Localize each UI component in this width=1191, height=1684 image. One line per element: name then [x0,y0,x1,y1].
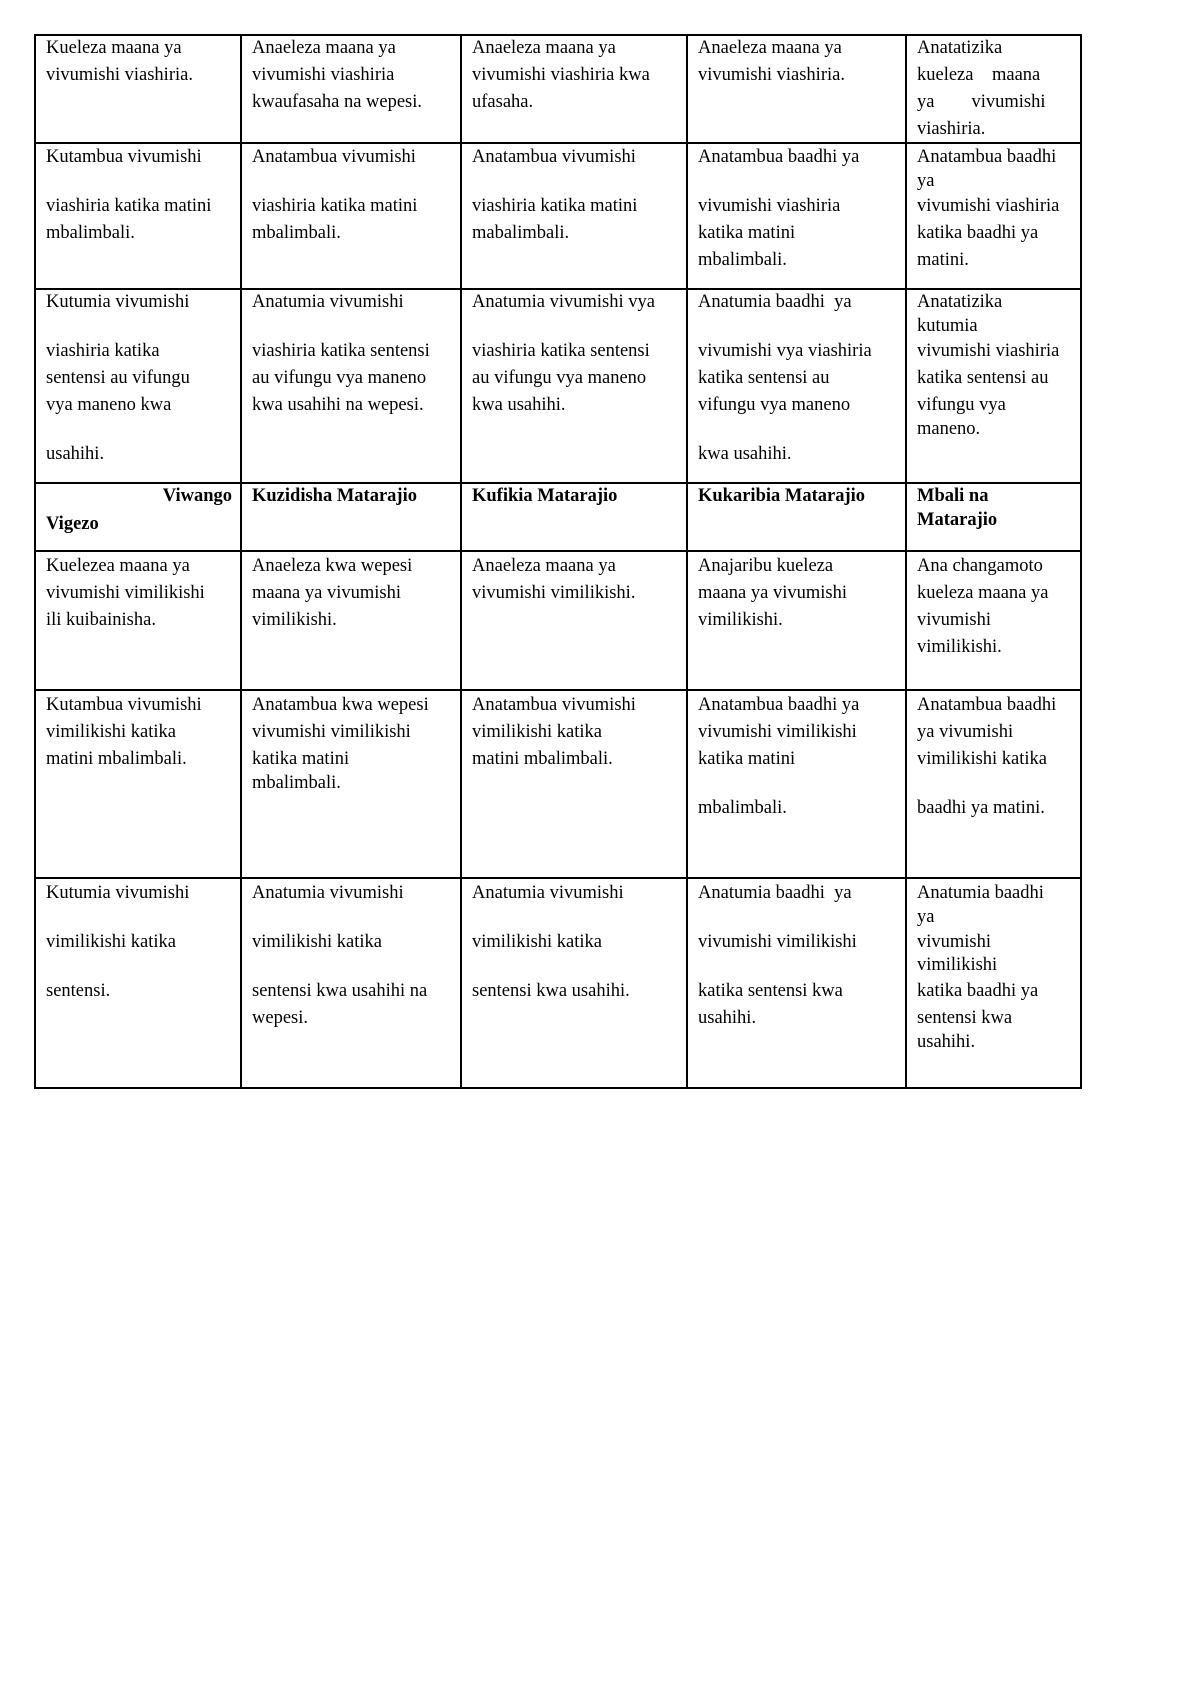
cell-text-line: Anatatizika [917,38,1003,58]
cell-text-line: vivumishi vya viashiria [698,341,872,361]
cell-text-line: viashiria katika matini [252,196,418,216]
cell-text-line: matini. [917,250,969,270]
cell-text-line: Anaeleza maana ya [698,38,842,58]
cell-text-line: Anaeleza kwa wepesi [252,556,413,576]
cell-text-line: Kuzidisha Matarajio [252,486,417,506]
cell-text-line: mbalimbali. [252,223,341,243]
cell-text-line: Anatambua vivumishi [472,147,636,167]
table-row-border [35,288,1082,290]
cell-text-line: Kufikia Matarajio [472,486,618,506]
cell-text-line: vivumishi viashiria. [46,65,193,85]
cell-text-line: Anatambua vivumishi [252,147,416,167]
cell-text-line: kwaufasaha na wepesi. [252,92,423,112]
cell-text-line: vivumishi vimilikishi [698,722,857,742]
cell-text-line: Anaeleza maana ya [252,38,396,58]
cell-text-line: viashiria. [917,119,986,139]
cell-text-line: viashiria katika [46,341,160,361]
cell-text-line: ya vivumishi [917,92,1046,112]
cell-text-line: katika matini [698,223,796,243]
cell-text-line: matini mbalimbali. [46,749,187,769]
cell-text-line: au vifungu vya maneno [252,368,427,388]
cell-text-line: Anajaribu kueleza [698,556,834,576]
cell-text-line: sentensi kwa usahihi. [472,981,630,1001]
cell-text-line: mbalimbali. [698,798,787,818]
cell-text-line: Anatambua vivumishi [472,695,636,715]
cell-text-line: Anatumia vivumishi vya [472,292,655,312]
cell-text-line: Anatambua baadhi [917,695,1057,715]
cell-text-line: Anatambua baadhi ya [698,147,860,167]
cell-text-line: kueleza maana [917,65,1041,85]
cell-text-line: mbalimbali. [46,223,135,243]
cell-text-line: sentensi. [46,981,111,1001]
cell-text-line: Kutambua vivumishi [46,695,202,715]
cell-text-line: katika baadhi ya [917,223,1039,243]
cell-text-line: vifungu vya maneno [698,395,851,415]
cell-text-line: sentensi kwa [917,1008,1013,1028]
table-column-border [34,34,36,1089]
table-column-border [686,34,688,1089]
table-row-border [35,482,1082,484]
cell-text-line: Kuelezea maana ya [46,556,190,576]
cell-text-line: Kutumia vivumishi [46,883,190,903]
cell-text-line: vivumishi [917,610,992,630]
table-row-border [35,142,1082,144]
cell-text-line: wepesi. [252,1008,308,1028]
cell-text-line: Anatumia baadhi [917,883,1044,903]
cell-text-line: Ana changamoto [917,556,1043,576]
cell-text-line: kwa usahihi na wepesi. [252,395,424,415]
cell-text-line: Anatatizika [917,292,1003,312]
cell-text-line: vimilikishi. [698,610,783,630]
table-column-border [905,34,907,1089]
cell-text-line: ya vivumishi [917,722,1014,742]
cell-text-line: Anaeleza maana ya [472,38,616,58]
cell-text-line: maana ya vivumishi [252,583,401,603]
cell-text-line: vivumishi vimilikishi [46,583,205,603]
cell-text-line: vivumishi vimilikishi [698,932,857,952]
cell-text-line: vivumishi [917,932,992,952]
cell-text-line: mbalimbali. [252,773,341,793]
cell-text-line: mbalimbali. [698,250,787,270]
cell-text-line: vimilikishi katika [472,932,603,952]
cell-text-line: au vifungu vya maneno [472,368,647,388]
cell-text-line: Vigezo [46,514,99,534]
cell-text-line: usahihi. [46,444,105,464]
table-column-border [240,34,242,1089]
cell-text-line: vimilikishi. [917,637,1002,657]
cell-text-line: viashiria katika sentensi [252,341,430,361]
cell-text-line: vivumishi viashiria [252,65,395,85]
cell-text-line: vivumishi viashiria [917,341,1060,361]
cell-text-line: vimilikishi katika [46,932,177,952]
cell-text-line: mabalimbali. [472,223,570,243]
cell-text-line: Anatambua kwa wepesi [252,695,429,715]
cell-text-line: katika matini [252,749,350,769]
cell-text-line: Anatumia baadhi ya [698,292,852,312]
cell-text-line: Kutambua vivumishi [46,147,202,167]
cell-text-line: maana ya vivumishi [698,583,847,603]
cell-text-line: vivumishi vimilikishi [252,722,411,742]
cell-text-line: vimilikishi katika [46,722,177,742]
cell-text-line: vivumishi viashiria kwa [472,65,650,85]
cell-text-line: usahihi. [698,1008,757,1028]
cell-text-line: Kueleza maana ya [46,38,182,58]
cell-text-line: vimilikishi katika [917,749,1048,769]
cell-text-line: katika baadhi ya [917,981,1039,1001]
cell-text-line: vimilikishi katika [472,722,603,742]
cell-text-line: katika sentensi au [698,368,830,388]
table-row-border [35,1087,1082,1089]
cell-text-line: katika sentensi kwa [698,981,843,1001]
cell-text-line: sentensi au vifungu [46,368,190,388]
cell-text-line: ili kuibainisha. [46,610,156,630]
cell-text-line: viashiria katika sentensi [472,341,650,361]
table-column-border [1080,34,1082,1089]
cell-text-line: Viwango [162,486,232,506]
cell-text-line: matini mbalimbali. [472,749,613,769]
cell-text-line: vifungu vya [917,395,1006,415]
cell-text-line: ya [917,171,935,191]
table-row-border [35,689,1082,691]
cell-text-line: usahihi. [917,1032,976,1052]
cell-text-line: Anatumia vivumishi [252,883,404,903]
cell-text-line: kwa usahihi. [472,395,566,415]
cell-text-line: vimilikishi. [252,610,337,630]
cell-text-line: Anatumia baadhi ya [698,883,852,903]
cell-text-line: Anaeleza maana ya [472,556,616,576]
cell-text-line: ya [917,907,935,927]
cell-text-line: ufasaha. [472,92,534,112]
cell-text-line: kueleza maana ya [917,583,1049,603]
table-row-border [35,34,1082,36]
cell-text-line: Anatumia vivumishi [252,292,404,312]
cell-text-line: Kukaribia Matarajio [698,486,866,506]
cell-text-line: baadhi ya matini. [917,798,1045,818]
table-column-border [460,34,462,1089]
cell-text-line: viashiria katika matini [472,196,638,216]
table-row-border [35,877,1082,879]
cell-text-line: vivumishi viashiria [698,196,841,216]
cell-text-line: kutumia [917,316,978,336]
cell-text-line: Anatambua baadhi ya [698,695,860,715]
cell-text-line: vimilikishi [917,955,998,975]
cell-text-line: Anatambua baadhi [917,147,1057,167]
cell-text-line: vya maneno kwa [46,395,172,415]
cell-text-line: vivumishi viashiria [917,196,1060,216]
cell-text-line: Anatumia vivumishi [472,883,624,903]
cell-text-line: Kutumia vivumishi [46,292,190,312]
cell-text-line: maneno. [917,419,981,439]
cell-text-line: vivumishi vimilikishi. [472,583,636,603]
cell-text-line: vimilikishi katika [252,932,383,952]
table-row-border [35,550,1082,552]
cell-text-line: vivumishi viashiria. [698,65,845,85]
cell-text-line: katika sentensi au [917,368,1049,388]
cell-text-line: Mbali na [917,486,989,506]
cell-text-line: katika matini [698,749,796,769]
cell-text-line: viashiria katika matini [46,196,212,216]
cell-text-line: Matarajio [917,510,998,530]
cell-text-line: kwa usahihi. [698,444,792,464]
cell-text-line: sentensi kwa usahihi na [252,981,428,1001]
